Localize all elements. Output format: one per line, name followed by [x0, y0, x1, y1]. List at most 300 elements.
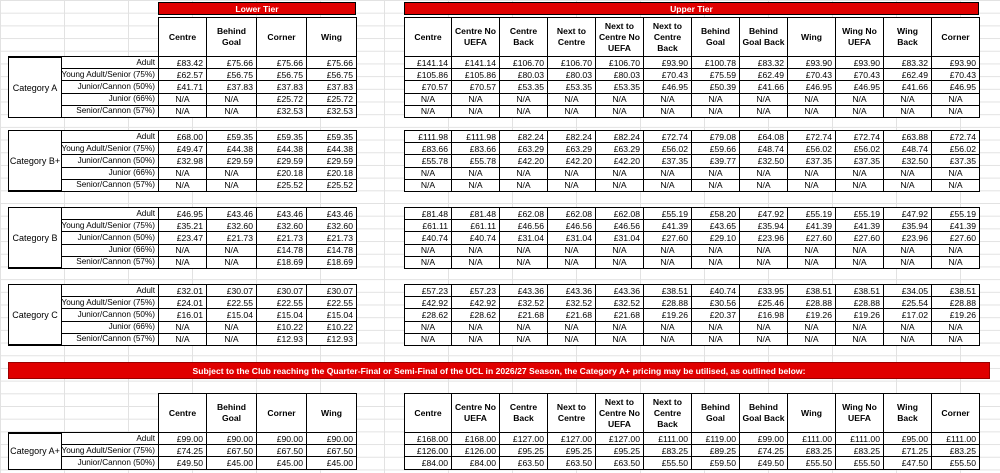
price-cell: £47.92 — [884, 208, 932, 220]
price-cell: N/A — [884, 105, 932, 117]
price-row — [405, 81, 980, 93]
price-cell: £59.35 — [207, 131, 257, 143]
price-cell: £80.03 — [500, 69, 548, 81]
price-cell: £141.14 — [405, 57, 452, 69]
price-cell: £56.75 — [307, 69, 357, 81]
price-cell: N/A — [452, 256, 500, 268]
price-cell: £40.74 — [405, 232, 452, 244]
price-cell: £15.04 — [257, 309, 307, 321]
price-cell: £56.02 — [836, 143, 884, 155]
price-cell: N/A — [884, 321, 932, 333]
price-cell: £21.68 — [500, 309, 548, 321]
price-cell: N/A — [644, 256, 692, 268]
price-cell: £32.01 — [159, 285, 207, 297]
price-row — [405, 155, 980, 167]
price-cell: N/A — [932, 244, 980, 256]
price-row — [405, 105, 980, 117]
price-cell: £37.35 — [836, 155, 884, 167]
price-cell: £30.07 — [257, 285, 307, 297]
price-cell: £28.88 — [836, 297, 884, 309]
price-cell: £63.29 — [596, 143, 644, 155]
price-cell: N/A — [452, 244, 500, 256]
price-cell: £59.50 — [692, 457, 740, 469]
price-cell: N/A — [932, 333, 980, 345]
price-cell: N/A — [500, 167, 548, 179]
price-cell: £31.04 — [596, 232, 644, 244]
price-cell: £56.02 — [932, 143, 980, 155]
upper-tier-header-table — [404, 2, 979, 15]
price-cell: £19.26 — [836, 309, 884, 321]
price-cell: N/A — [452, 321, 500, 333]
price-cell: £32.98 — [159, 155, 207, 167]
price-cell: £39.77 — [692, 155, 740, 167]
price-cell: £23.96 — [740, 232, 788, 244]
price-cell: N/A — [159, 333, 207, 345]
price-cell: N/A — [405, 93, 452, 105]
price-cell: £127.00 — [596, 433, 644, 445]
price-cell: £111.98 — [452, 131, 500, 143]
price-cell: £25.72 — [307, 93, 357, 105]
upper-col-header: Next to Centre Back — [644, 18, 692, 57]
price-cell: £126.00 — [405, 445, 452, 457]
price-cell: N/A — [692, 93, 740, 105]
price-cell: N/A — [159, 167, 207, 179]
price-cell: N/A — [836, 105, 884, 117]
price-cell: N/A — [405, 256, 452, 268]
price-cell: £111.00 — [644, 433, 692, 445]
price-cell: £22.55 — [257, 297, 307, 309]
price-cell: £29.59 — [257, 155, 307, 167]
price-cell: £55.50 — [644, 457, 692, 469]
price-cell: £83.32 — [884, 57, 932, 69]
price-cell: £50.39 — [692, 81, 740, 93]
price-cell: £63.29 — [548, 143, 596, 155]
price-cell: £48.74 — [884, 143, 932, 155]
upper-tier-table — [404, 130, 980, 192]
category-label: Category A+ — [8, 433, 62, 470]
price-cell: £84.00 — [452, 457, 500, 469]
price-cell: £93.90 — [836, 57, 884, 69]
price-cell: £55.50 — [788, 457, 836, 469]
price-cell: £75.59 — [692, 69, 740, 81]
price-cell: £10.22 — [257, 321, 307, 333]
price-cell: £29.59 — [207, 155, 257, 167]
price-cell: N/A — [207, 333, 257, 345]
price-cell: N/A — [788, 244, 836, 256]
price-cell: £74.25 — [159, 445, 207, 457]
price-row — [405, 232, 980, 244]
price-cell: £38.51 — [932, 285, 980, 297]
upper-col-header: Next to Centre No UEFA — [596, 394, 644, 433]
price-cell: £90.00 — [207, 433, 257, 445]
upper-col-header: Wing No UEFA — [836, 394, 884, 433]
price-cell: £49.47 — [159, 143, 207, 155]
price-cell: £41.39 — [932, 220, 980, 232]
price-cell: N/A — [932, 179, 980, 191]
price-cell: £99.00 — [159, 433, 207, 445]
price-cell: £32.52 — [596, 297, 644, 309]
price-cell: N/A — [692, 105, 740, 117]
price-cell: N/A — [932, 321, 980, 333]
price-cell: £33.95 — [740, 285, 788, 297]
price-cell: £127.00 — [548, 433, 596, 445]
header-blank — [9, 394, 159, 433]
price-cell: £27.60 — [644, 232, 692, 244]
price-cell: £21.73 — [307, 232, 357, 244]
price-cell: £42.20 — [500, 155, 548, 167]
price-cell: £43.46 — [307, 208, 357, 220]
price-row — [405, 93, 980, 105]
price-cell: £41.66 — [884, 81, 932, 93]
price-cell: £12.93 — [257, 333, 307, 345]
price-cell: £57.23 — [405, 285, 452, 297]
lower-tier-header-table — [158, 2, 356, 15]
price-cell: N/A — [692, 244, 740, 256]
price-cell: £16.01 — [159, 309, 207, 321]
price-cell: £32.52 — [548, 297, 596, 309]
upper-col-header: Centre — [405, 18, 452, 57]
lower-col-header: Centre — [159, 394, 207, 433]
price-cell: N/A — [836, 256, 884, 268]
price-cell: £70.43 — [836, 69, 884, 81]
ticket-type-label: Young Adult/Senior (75%) — [9, 220, 159, 232]
price-cell: £23.96 — [884, 232, 932, 244]
price-cell: £46.95 — [836, 81, 884, 93]
ticket-type-label: Adult — [9, 57, 159, 69]
price-cell: £49.50 — [740, 457, 788, 469]
price-cell: £41.39 — [836, 220, 884, 232]
price-cell: £168.00 — [452, 433, 500, 445]
price-cell: £79.08 — [692, 131, 740, 143]
price-cell: £37.35 — [788, 155, 836, 167]
price-cell: £17.02 — [884, 309, 932, 321]
price-cell: £90.00 — [307, 433, 357, 445]
upper-col-header: Behind Goal Back — [740, 18, 788, 57]
price-cell: £63.29 — [500, 143, 548, 155]
price-cell: N/A — [740, 333, 788, 345]
price-cell: N/A — [932, 256, 980, 268]
price-cell: £43.36 — [596, 285, 644, 297]
price-cell: £55.19 — [788, 208, 836, 220]
lower-tier-header: Lower Tier — [159, 3, 356, 15]
lower-col-header: Behind Goal — [207, 18, 257, 57]
price-row — [405, 321, 980, 333]
ticket-type-label: Junior (66%) — [9, 244, 159, 256]
ticket-type-label: Junior/Cannon (50%) — [9, 309, 159, 321]
price-cell: N/A — [500, 105, 548, 117]
price-cell: N/A — [207, 256, 257, 268]
price-cell: £30.56 — [692, 297, 740, 309]
price-cell: £55.78 — [405, 155, 452, 167]
price-cell: £28.62 — [405, 309, 452, 321]
price-cell: £59.35 — [307, 131, 357, 143]
price-cell: N/A — [548, 256, 596, 268]
price-cell: £43.46 — [207, 208, 257, 220]
price-cell: £80.03 — [596, 69, 644, 81]
price-cell: £25.52 — [257, 179, 307, 191]
upper-col-header: Next to Centre — [548, 18, 596, 57]
price-cell: £59.66 — [692, 143, 740, 155]
price-cell: N/A — [788, 93, 836, 105]
price-cell: N/A — [452, 105, 500, 117]
price-cell: £28.88 — [788, 297, 836, 309]
lower-col-header: Corner — [257, 18, 307, 57]
price-cell: N/A — [207, 167, 257, 179]
price-cell: N/A — [548, 333, 596, 345]
ticket-type-label: Adult — [9, 433, 159, 445]
price-cell: £83.25 — [836, 445, 884, 457]
price-row — [405, 179, 980, 191]
price-cell: £111.00 — [836, 433, 884, 445]
price-cell: £46.95 — [788, 81, 836, 93]
upper-col-header: Behind Goal — [692, 394, 740, 433]
price-row — [405, 309, 980, 321]
price-cell: N/A — [932, 167, 980, 179]
price-cell: £41.39 — [644, 220, 692, 232]
lower-col-header: Behind Goal — [207, 394, 257, 433]
price-cell: £28.88 — [644, 297, 692, 309]
price-cell: £22.55 — [307, 297, 357, 309]
price-cell: N/A — [788, 179, 836, 191]
price-cell: £37.35 — [932, 155, 980, 167]
price-cell: £25.52 — [307, 179, 357, 191]
price-cell: £21.68 — [596, 309, 644, 321]
price-cell: N/A — [644, 179, 692, 191]
price-cell: N/A — [692, 321, 740, 333]
upper-col-header: Wing — [788, 18, 836, 57]
price-cell: £46.95 — [644, 81, 692, 93]
price-cell: £75.66 — [257, 57, 307, 69]
price-cell: N/A — [159, 179, 207, 191]
price-cell: £105.86 — [452, 69, 500, 81]
price-cell: £32.60 — [207, 220, 257, 232]
price-cell: £41.71 — [159, 81, 207, 93]
category-label: Category B+ — [8, 130, 62, 191]
price-cell: £40.74 — [692, 285, 740, 297]
price-cell: £45.00 — [257, 457, 307, 469]
price-cell: £49.50 — [159, 457, 207, 469]
price-cell: £31.04 — [500, 232, 548, 244]
price-cell: £75.66 — [307, 57, 357, 69]
price-cell: N/A — [836, 167, 884, 179]
price-cell: £70.43 — [788, 69, 836, 81]
price-row — [405, 285, 980, 297]
price-cell: £42.92 — [452, 297, 500, 309]
price-cell: N/A — [207, 93, 257, 105]
price-cell: N/A — [405, 179, 452, 191]
price-cell: N/A — [644, 244, 692, 256]
price-cell: £32.60 — [257, 220, 307, 232]
price-cell: £30.07 — [207, 285, 257, 297]
price-row — [405, 457, 980, 469]
price-cell: N/A — [548, 167, 596, 179]
price-row — [405, 69, 980, 81]
price-cell: £70.57 — [452, 81, 500, 93]
price-cell: N/A — [884, 333, 932, 345]
category-label: Category C — [8, 284, 62, 345]
price-cell: N/A — [596, 321, 644, 333]
price-cell: £95.25 — [548, 445, 596, 457]
price-cell: £38.51 — [788, 285, 836, 297]
upper-col-header: Next to Centre No UEFA — [596, 18, 644, 57]
price-cell: N/A — [740, 321, 788, 333]
price-cell: £62.08 — [596, 208, 644, 220]
lower-col-header: Wing — [307, 18, 357, 57]
price-cell: £61.11 — [452, 220, 500, 232]
price-cell: N/A — [788, 105, 836, 117]
upper-tier-table — [404, 17, 980, 118]
price-cell: £58.20 — [692, 208, 740, 220]
price-cell: £53.35 — [500, 81, 548, 93]
price-cell: £62.49 — [884, 69, 932, 81]
price-cell: £30.07 — [307, 285, 357, 297]
price-cell: £55.78 — [452, 155, 500, 167]
price-cell: £46.56 — [500, 220, 548, 232]
price-cell: N/A — [596, 93, 644, 105]
price-cell: N/A — [548, 179, 596, 191]
price-row — [405, 208, 980, 220]
price-cell: £10.22 — [307, 321, 357, 333]
price-cell: £95.25 — [500, 445, 548, 457]
price-cell: £16.98 — [740, 309, 788, 321]
price-cell: £55.19 — [932, 208, 980, 220]
price-cell: N/A — [644, 167, 692, 179]
price-cell: N/A — [692, 167, 740, 179]
price-row — [405, 297, 980, 309]
price-cell: N/A — [644, 105, 692, 117]
price-row — [405, 433, 980, 445]
price-cell: £14.78 — [307, 244, 357, 256]
price-cell: N/A — [500, 256, 548, 268]
price-cell: £27.60 — [932, 232, 980, 244]
price-cell: £111.00 — [788, 433, 836, 445]
price-cell: N/A — [788, 167, 836, 179]
price-cell: N/A — [596, 179, 644, 191]
price-cell: £20.18 — [307, 167, 357, 179]
price-cell: N/A — [405, 167, 452, 179]
category-label: Category B — [8, 207, 62, 268]
price-cell: £83.32 — [740, 57, 788, 69]
price-cell: £81.48 — [452, 208, 500, 220]
price-cell: £53.35 — [548, 81, 596, 93]
price-cell: £62.08 — [500, 208, 548, 220]
price-cell: £119.00 — [692, 433, 740, 445]
price-cell: £106.70 — [500, 57, 548, 69]
price-cell: £20.37 — [692, 309, 740, 321]
price-cell: £27.60 — [836, 232, 884, 244]
price-cell: £34.05 — [884, 285, 932, 297]
price-cell: N/A — [740, 179, 788, 191]
price-cell: £111.98 — [405, 131, 452, 143]
price-cell: £20.18 — [257, 167, 307, 179]
price-cell: £46.56 — [596, 220, 644, 232]
ticket-type-label: Junior/Cannon (50%) — [9, 155, 159, 167]
price-cell: £25.72 — [257, 93, 307, 105]
price-cell: £43.36 — [500, 285, 548, 297]
upper-col-header: Centre — [405, 394, 452, 433]
price-cell: N/A — [159, 244, 207, 256]
price-cell: £32.52 — [500, 297, 548, 309]
upper-col-header: Wing — [788, 394, 836, 433]
price-cell: £19.26 — [788, 309, 836, 321]
price-cell: £83.66 — [452, 143, 500, 155]
price-cell: £83.25 — [788, 445, 836, 457]
price-cell: £15.04 — [207, 309, 257, 321]
price-cell: £106.70 — [548, 57, 596, 69]
ticket-type-label: Young Adult/Senior (75%) — [9, 69, 159, 81]
price-cell: £89.25 — [692, 445, 740, 457]
price-cell: £63.88 — [884, 131, 932, 143]
price-cell: N/A — [740, 105, 788, 117]
upper-col-header: Behind Goal Back — [740, 394, 788, 433]
price-cell: £99.00 — [740, 433, 788, 445]
price-cell: £105.86 — [405, 69, 452, 81]
price-cell: £55.50 — [932, 457, 980, 469]
price-cell: £41.66 — [740, 81, 788, 93]
price-cell: £38.51 — [836, 285, 884, 297]
price-cell: £28.88 — [932, 297, 980, 309]
price-cell: £18.69 — [307, 256, 357, 268]
price-row — [405, 57, 980, 69]
price-cell: £37.83 — [207, 81, 257, 93]
price-row — [405, 131, 980, 143]
price-cell: N/A — [159, 256, 207, 268]
upper-tier-table — [404, 207, 980, 269]
price-cell: £67.50 — [257, 445, 307, 457]
price-cell: £71.25 — [884, 445, 932, 457]
price-cell: £43.65 — [692, 220, 740, 232]
price-cell: £47.92 — [740, 208, 788, 220]
upper-tier-table — [404, 284, 980, 346]
price-cell: £62.08 — [548, 208, 596, 220]
price-cell: £64.08 — [740, 131, 788, 143]
price-cell: £55.19 — [644, 208, 692, 220]
price-cell: £43.36 — [548, 285, 596, 297]
price-cell: £83.25 — [932, 445, 980, 457]
price-cell: £72.74 — [788, 131, 836, 143]
price-cell: N/A — [740, 244, 788, 256]
price-cell: £45.00 — [207, 457, 257, 469]
price-cell: £19.26 — [932, 309, 980, 321]
price-cell: £106.70 — [596, 57, 644, 69]
price-cell: N/A — [207, 179, 257, 191]
price-cell: £12.93 — [307, 333, 357, 345]
price-cell: £53.35 — [596, 81, 644, 93]
price-cell: N/A — [548, 321, 596, 333]
price-cell: £38.51 — [644, 285, 692, 297]
upper-tier-table — [404, 393, 980, 470]
price-cell: £23.47 — [159, 232, 207, 244]
price-row — [405, 244, 980, 256]
price-cell: £18.69 — [257, 256, 307, 268]
price-cell: £29.59 — [307, 155, 357, 167]
upper-col-header: Wing No UEFA — [836, 18, 884, 57]
price-cell: £70.57 — [405, 81, 452, 93]
price-cell: £35.94 — [740, 220, 788, 232]
price-cell: £44.38 — [307, 143, 357, 155]
price-row — [405, 256, 980, 268]
price-cell: £63.50 — [548, 457, 596, 469]
upper-col-header: Next to Centre — [548, 394, 596, 433]
upper-col-header: Centre Back — [500, 18, 548, 57]
price-cell: £32.50 — [884, 155, 932, 167]
price-cell: £83.25 — [644, 445, 692, 457]
price-cell: £67.50 — [307, 445, 357, 457]
price-cell: N/A — [207, 244, 257, 256]
price-cell: N/A — [836, 333, 884, 345]
ticket-type-label: Senior/Cannon (57%) — [9, 333, 159, 345]
price-cell: N/A — [836, 244, 884, 256]
